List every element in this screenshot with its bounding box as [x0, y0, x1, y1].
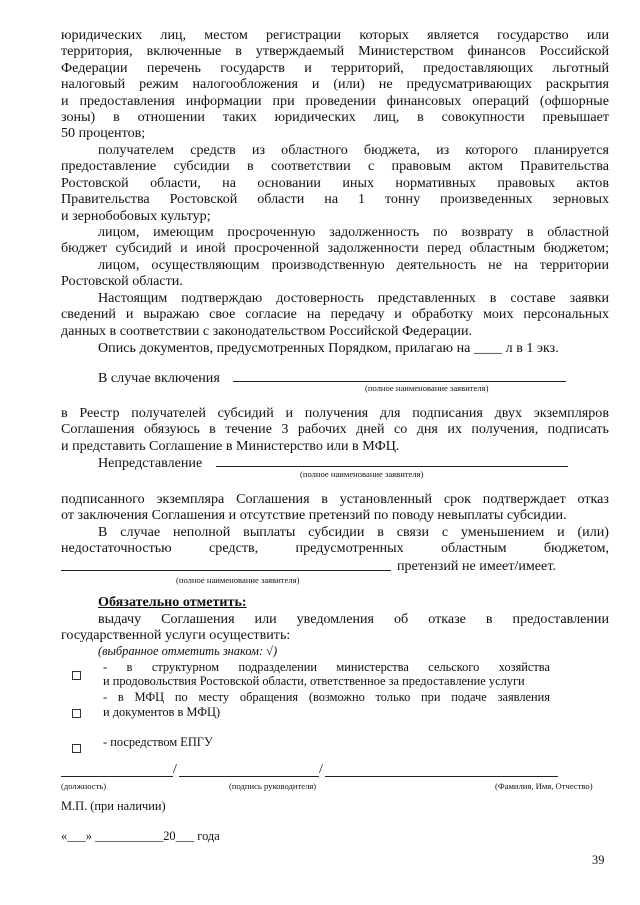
text-line: выдачу Соглашения или уведомления об отказе в предоставлении	[98, 611, 609, 627]
signature-field[interactable]	[179, 776, 319, 777]
text-line: зоны) в отношении таких юридических лиц, в совокупности превышает	[61, 109, 609, 126]
mark-hint: (выбранное отметить знаком: √)	[98, 644, 278, 658]
text-line: налоговый режим налогообложения и (или) не предусматривающих раскрытия	[61, 76, 609, 93]
name-caption: (Фамилия, Имя, Отчество)	[495, 781, 593, 791]
option-mfc-line2: и документов в МФЦ)	[103, 705, 221, 719]
text-line: юридических лиц, местом регистрации которых является государство или	[61, 27, 609, 43]
text-line: предоставление субсидии в соответствии с правовым актом Правительства	[61, 158, 609, 175]
checkbox-epgu[interactable]	[72, 744, 81, 753]
inventory-suffix: л в 1 экз.	[505, 340, 559, 356]
applicant-name-field-3[interactable]	[61, 570, 391, 571]
text-line: в Реестр получателей субсидий и получения для подписания двух экземпляров	[61, 405, 609, 421]
paragraph-budget-recipient	[61, 142, 609, 224]
text-line: Соглашения обязуюсь в течение 3 рабочих дней со дня их получения, подписать	[61, 421, 609, 438]
stamp-label: М.П. (при наличии)	[61, 799, 166, 813]
checkbox-mfc[interactable]	[72, 709, 81, 718]
text-line: и зернобобовых культур;	[61, 207, 211, 224]
applicant-caption-3: (полное наименование заявителя)	[176, 575, 300, 585]
position-field[interactable]	[61, 776, 173, 777]
text-line: данных в соответствии с законодательством Российской Федерации.	[61, 322, 473, 339]
checkbox-ministry[interactable]	[72, 671, 81, 680]
paragraph-refusal	[61, 491, 609, 524]
paragraph-offshore	[61, 27, 609, 142]
text-line: Правительства Ростовской области на 1 тонну произведенных зерновых	[61, 191, 609, 208]
text-line: сведений и выражаю свое согласие на передачу и обработку моих персональных	[61, 306, 609, 323]
option-epgu: - посредством ЕПГУ	[103, 735, 213, 749]
full-name-field[interactable]	[325, 776, 558, 777]
position-caption: (должность)	[61, 781, 107, 791]
text-line: Настоящим подтверждаю достоверность представленных в составе заявки	[98, 290, 609, 306]
text-line: от заключения Соглашения и отсутствие претензий по поводу невыплаты субсидии.	[61, 507, 567, 524]
applicant-name-field-2[interactable]	[216, 466, 568, 467]
text-line: государственной услуги осуществить:	[61, 627, 291, 644]
sheet-count-field[interactable]: ____	[473, 340, 503, 356]
slash-1: /	[173, 761, 177, 777]
text-line: лицом, имеющим просроченную задолженность по возврату в областной	[98, 224, 609, 240]
nonsubmit-label: Непредставление	[98, 455, 203, 471]
applicant-name-field[interactable]	[233, 381, 566, 382]
inventory-line	[98, 340, 559, 356]
text-line: подписанного экземпляра Соглашения в установленный срок подтверждает отказ	[61, 491, 609, 507]
text-line: лицом, осуществляющим производственную деятельность не на территории	[98, 257, 609, 273]
text-line: Ростовской области.	[61, 273, 183, 290]
paragraph-territory	[61, 257, 609, 290]
text-line: и представить Соглашение в Министерство или в МФЦ.	[61, 437, 400, 454]
text-line: 50 процентов;	[61, 125, 146, 142]
option-ministry-line2: и продовольствия Ростовской области, ответственное за предоставление услуги	[103, 674, 525, 688]
text-line: и предоставления информации при проведении финансовых операций (офшорные	[61, 92, 609, 109]
paragraph-delivery	[61, 611, 609, 644]
text-line: территория, включенные в утверждаемый Министерством финансов Российской	[61, 43, 609, 60]
paragraph-consent	[61, 290, 609, 339]
page-number: 39	[592, 853, 605, 867]
text-line: В случае неполной выплаты субсидии в связи с уменьшением и (или)	[98, 524, 609, 540]
slash-2: /	[319, 761, 323, 777]
applicant-caption-2: (полное наименование заявителя)	[300, 469, 424, 479]
text-line: Ростовской области, на основании иных нормативных правовых актов	[61, 174, 609, 191]
paragraph-registry	[61, 405, 609, 454]
text-line: бюджет субсидий и иной просроченной задолженности перед областным бюджетом;	[61, 240, 609, 257]
paragraph-overdue-debt	[61, 224, 609, 257]
text-line: Федерации перечень государств и территорий, предоставляющих льготный	[61, 59, 609, 76]
date-line[interactable]: «___» ___________20___ года	[61, 829, 220, 843]
applicant-caption: (полное наименование заявителя)	[365, 383, 489, 393]
signature-caption: (подпись руководителя)	[229, 781, 317, 791]
option-mfc-line1: - в МФЦ по месту обращения (возможно только при подаче заявления	[103, 690, 550, 704]
option-ministry-line1: - в структурном подразделении министерства сельского хозяйства	[103, 660, 550, 674]
must-mark-heading: Обязательно отметить:	[98, 594, 247, 610]
text-line: получателем средств из областного бюджета, из которого планируется	[98, 142, 609, 158]
include-label: В случае включения	[98, 370, 220, 386]
inventory-text: Опись документов, предусмотренных Порядком, прилагаю на	[98, 340, 471, 356]
claims-text: претензий не имеет/имеет.	[397, 558, 556, 574]
text-line: недостаточностью средств, предусмотренных областным бюджетом,	[61, 540, 609, 557]
paragraph-partial-payment	[61, 524, 609, 557]
